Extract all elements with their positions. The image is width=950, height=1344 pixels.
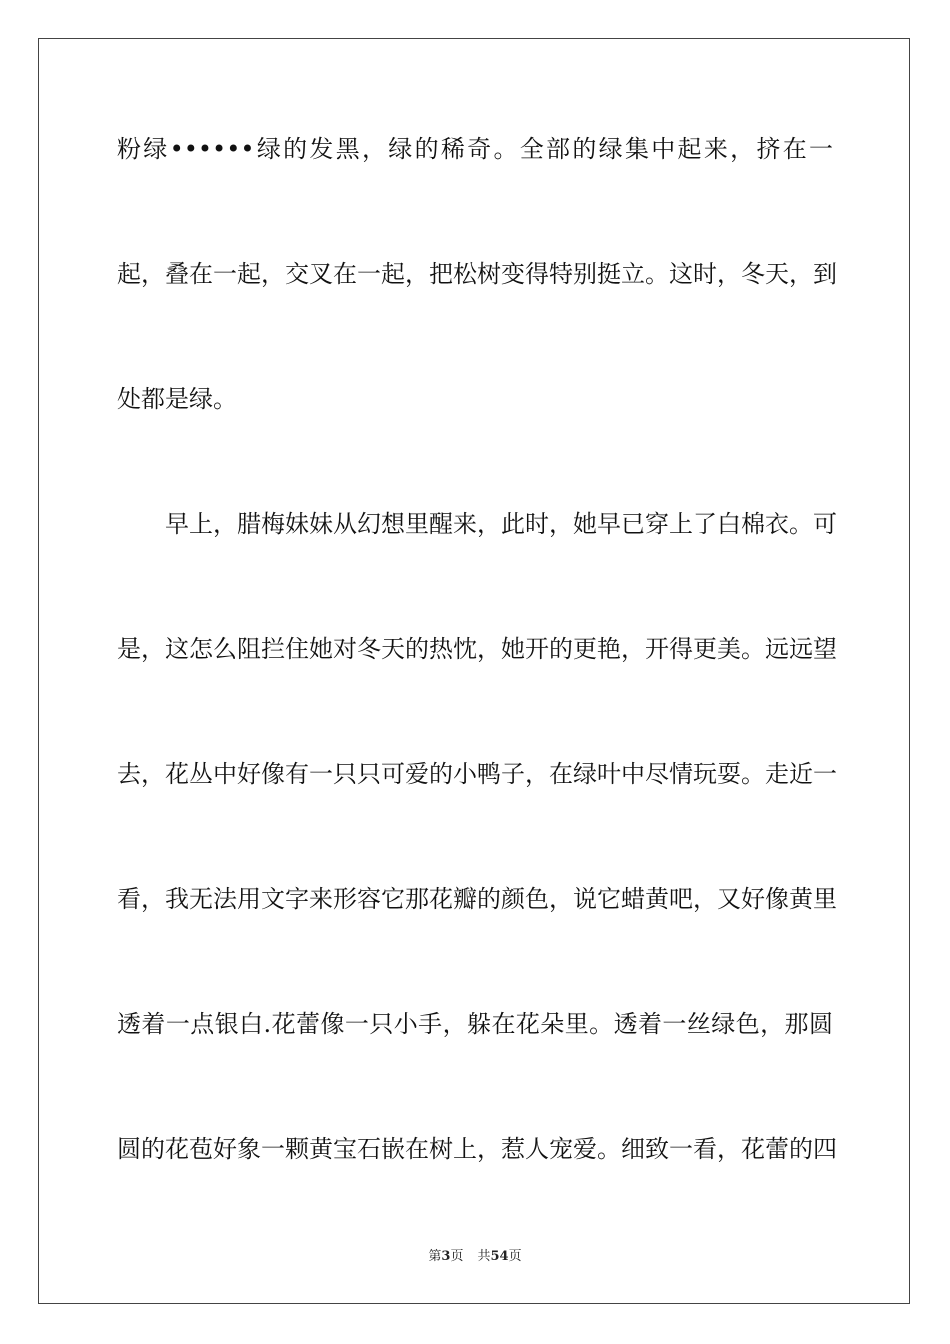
text-line-1: 粉绿••••••绿的发黑，绿的稀奇。全部的绿集中起来，挤在一 <box>117 135 833 163</box>
footer-total-pages: 54 <box>490 1249 509 1264</box>
text-line-4: 早上，腊梅妹妹从幻想里醒来，此时，她早已穿上了白棉衣。可 <box>165 510 837 538</box>
text-line-3: 处都是绿。 <box>117 385 237 413</box>
text-line-6: 去，花丛中好像有一只只可爱的小鸭子，在绿叶中尽情玩耍。走近一 <box>117 760 837 788</box>
text-line-7: 看，我无法用文字来形容它那花瓣的颜色，说它蜡黄吧，又好像黄里 <box>117 885 837 913</box>
text-line-9: 圆的花苞好象一颗黄宝石嵌在树上，惹人宠爱。细致一看，花蕾的四 <box>117 1135 837 1163</box>
text-line-5: 是，这怎么阻拦住她对冬天的热忱，她开的更艳，开得更美。远远望 <box>117 635 837 663</box>
page-border <box>38 38 910 1304</box>
footer-total-prefix: 共 <box>477 1249 491 1264</box>
footer-total-suffix: 页 <box>508 1249 522 1264</box>
footer-page-number: 3 <box>441 1249 451 1264</box>
footer-page-suffix: 页 <box>450 1249 464 1264</box>
page-footer <box>0 1248 950 1266</box>
text-line-8: 透着一点银白.花蕾像一只小手，躲在花朵里。透着一丝绿色，那圆 <box>117 1010 833 1038</box>
footer-page-prefix: 第 <box>428 1249 442 1264</box>
text-line-2: 起，叠在一起，交叉在一起，把松树变得特别挺立。这时，冬天，到 <box>117 260 837 288</box>
